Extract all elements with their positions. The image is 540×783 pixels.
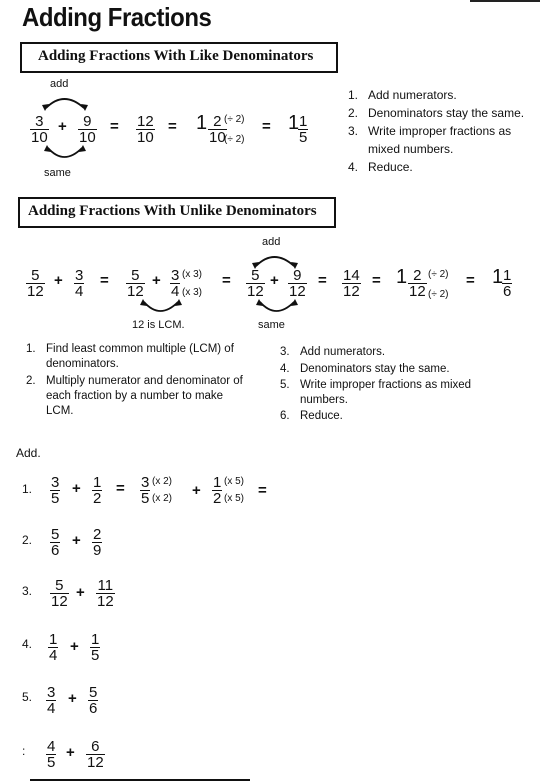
unlike-mixed-fraction: $\frac{2}{12}$ bbox=[409, 267, 426, 300]
problem-1-work-fraction-a: $\frac{3}{5}$ bbox=[141, 474, 150, 507]
problem-number: 4. bbox=[22, 637, 33, 651]
unlike-step-4: 4. Denominators stay the same. bbox=[280, 363, 450, 375]
problem-6-fraction-b: $\frac{6}{12}$ bbox=[87, 738, 104, 771]
equals-sign: = bbox=[222, 272, 231, 289]
like-add-arrow-icon bbox=[40, 90, 100, 110]
like-divide-numerator: (÷ 2) bbox=[224, 114, 245, 125]
problem-2-fraction-a: $\frac{5}{6}$ bbox=[51, 526, 60, 559]
unlike-divide-numerator: (÷ 2) bbox=[428, 269, 449, 280]
like-same-arrow-icon bbox=[44, 146, 104, 166]
problem-number: 2. bbox=[22, 533, 33, 547]
plus-sign: + bbox=[192, 482, 201, 499]
like-step-2: 2. Denominators stay the same. bbox=[348, 106, 525, 120]
unlike-step-1: 1. Find least common multiple (LCM) of denominators. bbox=[26, 343, 234, 370]
plus-sign: + bbox=[66, 744, 75, 761]
page-title: Adding Fractions bbox=[22, 2, 212, 32]
problem-4-fraction-a: $\frac{1}{4}$ bbox=[49, 631, 58, 664]
problem-4-fraction-b: $\frac{1}{5}$ bbox=[91, 631, 100, 664]
problem-1-a-multiply-numerator: (x 2) bbox=[152, 476, 172, 487]
problem-number: 5. bbox=[22, 690, 33, 704]
problem-5-fraction-a: $\frac{3}{4}$ bbox=[47, 684, 56, 717]
plus-sign: + bbox=[72, 480, 81, 497]
like-denominators-heading: Adding Fractions With Like Denominators bbox=[38, 48, 314, 64]
unlike-fraction-2: $\frac{3}{4}$ bbox=[75, 267, 84, 300]
like-sum-fraction: $\frac{12}{10}$ bbox=[137, 113, 154, 146]
equals-sign: = bbox=[262, 118, 271, 135]
unlike-fraction-1: $\frac{5}{12}$ bbox=[27, 267, 44, 300]
problem-3-fraction-a: $\frac{5}{12}$ bbox=[51, 577, 68, 610]
like-same-label: same bbox=[44, 167, 71, 179]
unlike-step-6: 6. Reduce. bbox=[280, 410, 343, 422]
problem-1-work-fraction-b: $\frac{1}{2}$ bbox=[213, 474, 222, 507]
problem-1-fraction-a: $\frac{3}{5}$ bbox=[51, 474, 60, 507]
equals-sign: = bbox=[168, 118, 177, 135]
unlike-fraction-3: $\frac{5}{12}$ bbox=[127, 267, 144, 300]
unlike-steps-left bbox=[26, 342, 266, 419]
unlike-denominators-heading: Adding Fractions With Unlike Denominators bbox=[28, 203, 317, 219]
like-step-3: 3. Write improper fractions as mixed numbers. bbox=[348, 124, 512, 156]
problem-number: : bbox=[22, 744, 26, 758]
like-final-whole: 1 bbox=[288, 112, 300, 134]
equals-sign: = bbox=[258, 482, 267, 499]
unlike-same-label: same bbox=[258, 319, 285, 331]
plus-sign: + bbox=[54, 272, 63, 289]
plus-sign: + bbox=[68, 690, 77, 707]
like-final-fraction: $\frac{1}{5}$ bbox=[299, 113, 308, 146]
exercise-instruction: Add. bbox=[16, 446, 41, 460]
unlike-steps-right bbox=[280, 344, 505, 425]
plus-sign: + bbox=[58, 118, 67, 135]
problem-6-fraction-a: $\frac{4}{5}$ bbox=[47, 738, 56, 771]
problem-3-fraction-b: $\frac{11}{12}$ bbox=[97, 577, 114, 610]
like-step-4: 4. Reduce. bbox=[348, 160, 413, 174]
equals-sign: = bbox=[466, 272, 475, 289]
unlike-multiply-numerator: (x 3) bbox=[182, 269, 202, 280]
plus-sign: + bbox=[270, 272, 279, 289]
problem-1-fraction-b: $\frac{1}{2}$ bbox=[93, 474, 102, 507]
like-denominators-heading-box bbox=[20, 42, 338, 73]
unlike-lcm-arrow-icon bbox=[140, 300, 200, 320]
unlike-add-arrow-icon bbox=[250, 248, 310, 268]
unlike-step-5: 5. Write improper fractions as mixed numbers. bbox=[280, 379, 472, 406]
unlike-same-arrow-icon bbox=[256, 300, 316, 320]
unlike-fraction-5: $\frac{5}{12}$ bbox=[247, 267, 264, 300]
top-rule bbox=[470, 0, 540, 2]
unlike-step-2: 2. Multiply numerator and denominator of each fraction by a number to make LCM. bbox=[26, 375, 243, 417]
like-step-1: 1. Add numerators. bbox=[348, 88, 457, 102]
equals-sign: = bbox=[372, 272, 381, 289]
like-steps-list bbox=[348, 86, 538, 176]
unlike-final-whole: 1 bbox=[492, 266, 504, 288]
problem-1-b-multiply-numerator: (x 5) bbox=[224, 476, 244, 487]
equals-sign: = bbox=[110, 118, 119, 135]
unlike-lcm-label: 12 is LCM. bbox=[132, 319, 185, 331]
like-add-label: add bbox=[50, 78, 69, 90]
equals-sign: = bbox=[100, 272, 109, 289]
plus-sign: + bbox=[152, 272, 161, 289]
problem-number: 3. bbox=[22, 584, 33, 598]
unlike-denominators-heading-box bbox=[18, 197, 336, 228]
equals-sign: = bbox=[318, 272, 327, 289]
unlike-fraction-6: $\frac{9}{12}$ bbox=[289, 267, 306, 300]
unlike-fraction-4: $\frac{3}{4}$ bbox=[171, 267, 180, 300]
problem-2-fraction-b: $\frac{2}{9}$ bbox=[93, 526, 102, 559]
plus-sign: + bbox=[76, 584, 85, 601]
like-fraction-1: $\frac{3}{10}$ bbox=[31, 113, 48, 146]
like-divide-denominator: (÷ 2) bbox=[224, 134, 245, 145]
plus-sign: + bbox=[70, 638, 79, 655]
like-fraction-2: $\frac{9}{10}$ bbox=[79, 113, 96, 146]
unlike-divide-denominator: (÷ 2) bbox=[428, 289, 449, 300]
equals-sign: = bbox=[116, 480, 125, 497]
problem-1-b-multiply-denominator: (x 5) bbox=[224, 493, 244, 504]
like-mixed-fraction: $\frac{2}{10}$ bbox=[209, 113, 226, 146]
plus-sign: + bbox=[72, 532, 81, 549]
like-mixed-whole: 1 bbox=[196, 112, 208, 134]
unlike-sum-fraction: $\frac{14}{12}$ bbox=[343, 267, 360, 300]
unlike-mixed-whole: 1 bbox=[396, 266, 408, 288]
like-equation bbox=[30, 114, 49, 145]
problem-number: 1. bbox=[22, 482, 33, 496]
problem-1-a-multiply-denominator: (x 2) bbox=[152, 493, 172, 504]
unlike-step-3: 3. Add numerators. bbox=[280, 346, 386, 358]
unlike-add-label: add bbox=[262, 236, 281, 248]
unlike-multiply-denominator: (x 3) bbox=[182, 287, 202, 298]
unlike-final-fraction: $\frac{1}{6}$ bbox=[503, 267, 512, 300]
bottom-rule bbox=[30, 779, 250, 781]
problem-5-fraction-b: $\frac{5}{6}$ bbox=[89, 684, 98, 717]
